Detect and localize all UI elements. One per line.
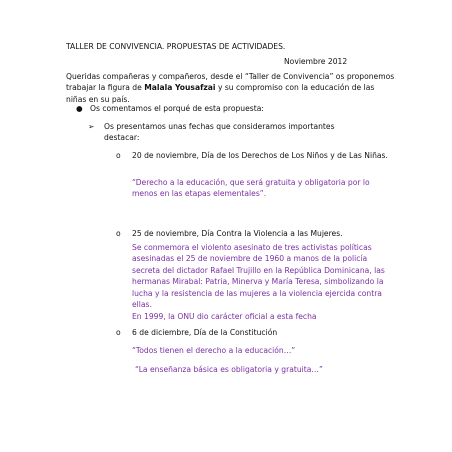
circle-bullet-icon: o	[116, 229, 121, 238]
date-item-quote: Se conmemora el violento asesinato de tres activistas políticas asesinadas el 25 de noviembre de 1960 a manos de la policía secreta del dictador Rafael Trujillo en la República Dominicana, las hermanas Mirabal: Patria, Minerva y María Teresa, simbolizando la lucha y la resistencia de las mujeres a la violencia ejercida contra ellas.	[132, 243, 385, 310]
intro-text-end: y su compromiso con la educación de las niñas en su país.	[66, 83, 375, 104]
date-item-heading: 6 de diciembre, Día de la Constitución	[132, 328, 278, 337]
bullet-text: Os comentamos el porqué de esta propuesta:	[90, 104, 264, 113]
circle-bullet-icon: o	[116, 151, 121, 160]
date-item-heading: 20 de noviembre, Día de los Derechos de Los Niños y de Las Niñas.	[132, 151, 388, 160]
date-item-quote: “Derecho a la educación, que será gratuita y obligatoria por lo menos en las etapas elementales”.	[132, 178, 370, 199]
intro-paragraph	[66, 71, 396, 105]
arrow-bullet-icon: ➢	[88, 122, 95, 131]
date-item-quote: “Todos tienen el derecho a la educación…”	[132, 346, 296, 355]
intro-text-start: Queridas compañeras y compañeros, desde el “Taller de Convivencia” os proponemos trabajar la figura de	[66, 72, 395, 93]
bullet-dot-icon: ●	[76, 104, 83, 113]
date-item-quote-extra: “La enseñanza básica es obligatoria y gratuita…”	[135, 365, 323, 374]
document-date: Noviembre 2012	[284, 57, 348, 66]
circle-bullet-icon: o	[116, 328, 121, 337]
date-item-quote-extra: En 1999, la ONU dio carácter oficial a esta fecha	[132, 312, 317, 321]
intro-name: Malala Yousafzai	[144, 83, 216, 93]
document-title: TALLER DE CONVIVENCIA. PROPUESTAS DE ACTIVIDADES.	[66, 42, 286, 51]
arrow-text: Os presentamos unas fechas que consideramos importantes destacar:	[104, 122, 335, 143]
date-item-heading: 25 de noviembre, Día Contra la Violencia a las Mujeres.	[132, 229, 343, 238]
